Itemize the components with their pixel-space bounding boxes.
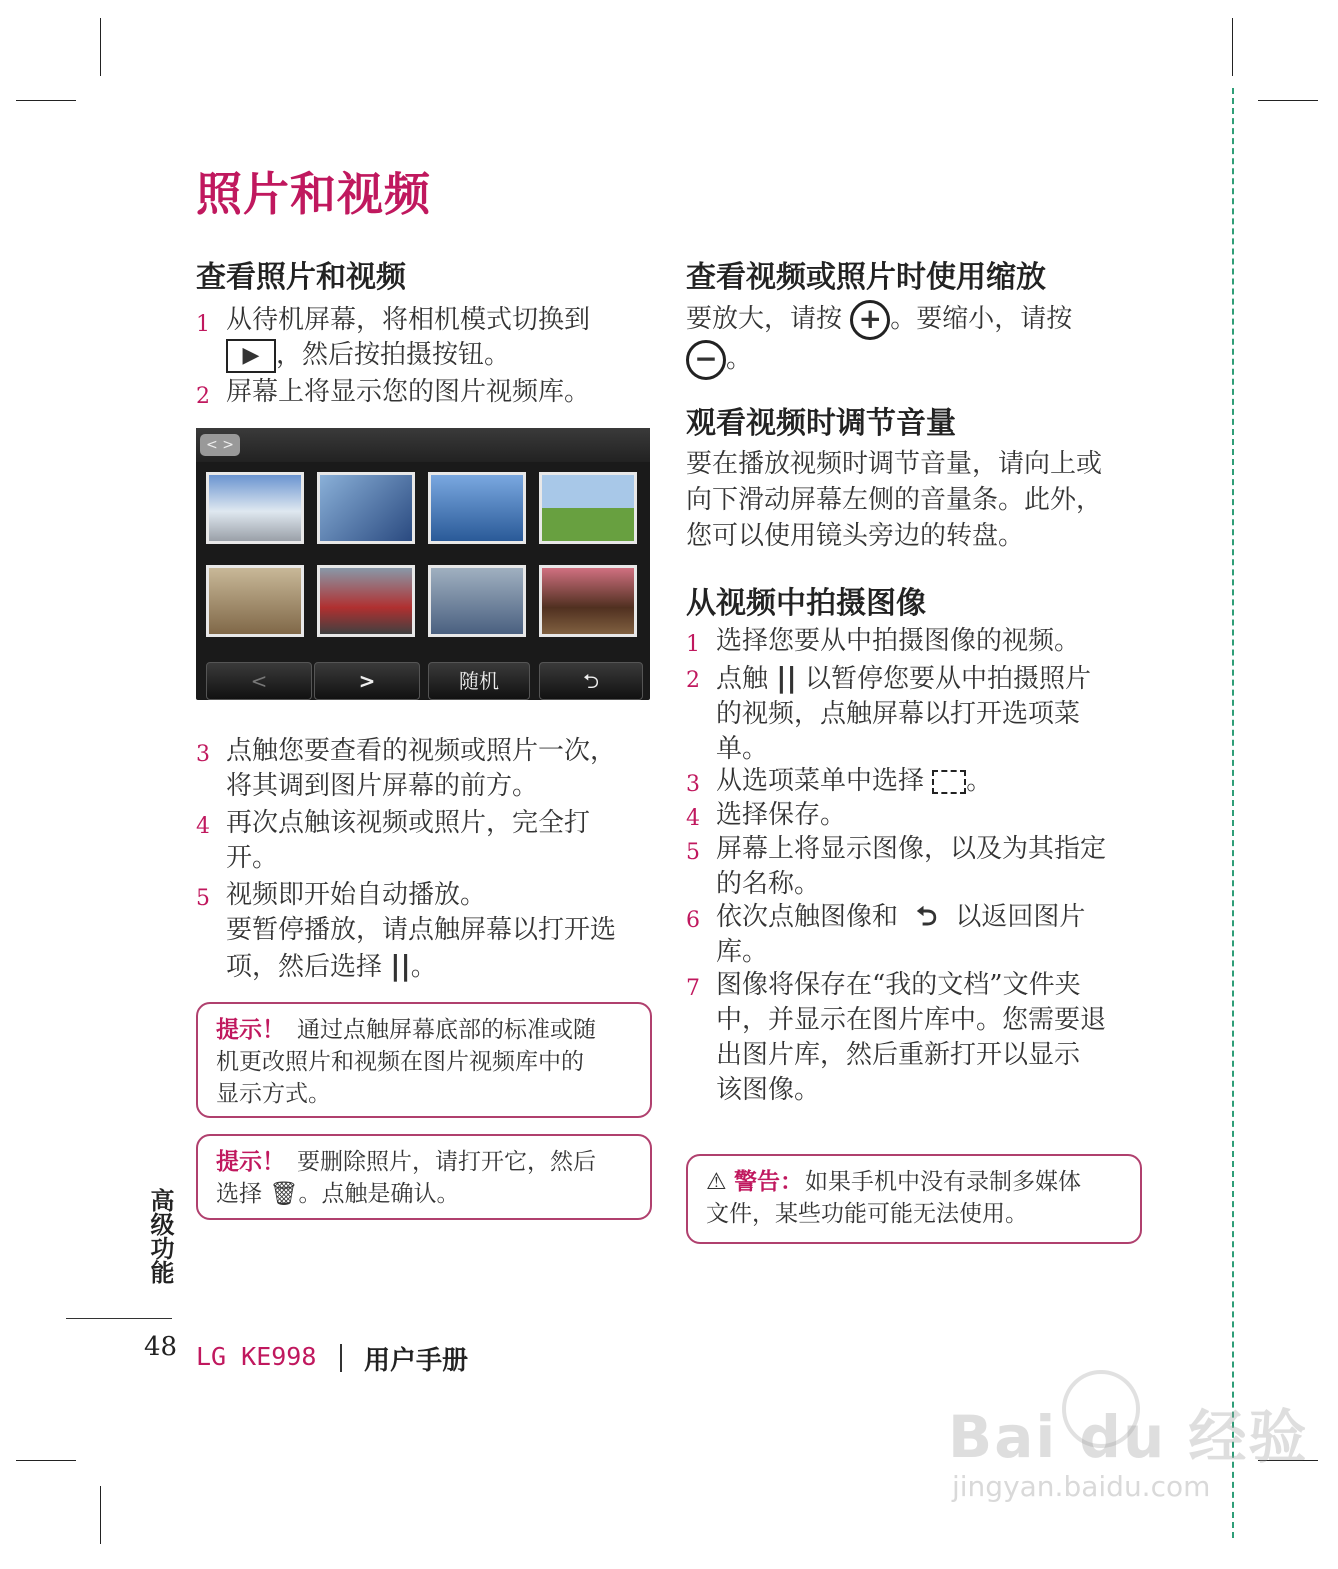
step-number: 1 xyxy=(196,312,210,337)
step-line: 屏幕上将显示图像，以及为其指定 xyxy=(716,834,1107,864)
capture-icon xyxy=(932,770,966,794)
trash-icon: 🗑 xyxy=(269,1181,299,1207)
text-line: 。要缩小，请按 xyxy=(890,304,1073,334)
section-heading: 从视频中拍摄图像 xyxy=(686,586,926,621)
zoom-in-icon: + xyxy=(850,300,890,340)
crop-mark xyxy=(16,1460,76,1461)
text-line: 。 xyxy=(726,344,753,374)
step-text xyxy=(716,764,1146,799)
step-number: 1 xyxy=(686,632,700,657)
play-icon: ▶ xyxy=(226,339,276,373)
step-text xyxy=(226,878,656,985)
step-number: 5 xyxy=(686,840,700,865)
step-text xyxy=(716,900,1146,970)
zoom-text xyxy=(686,300,1136,380)
tip-text: 通过点触屏幕底部的标准或随 xyxy=(297,1017,596,1043)
step-line: 从选项菜单中选择 xyxy=(716,766,925,796)
step-number: 6 xyxy=(686,908,700,933)
gallery-screenshot xyxy=(196,428,650,700)
step-number: 7 xyxy=(686,976,700,1001)
text-line: 要放大，请按 xyxy=(686,304,843,334)
step-line: 单。 xyxy=(716,734,769,764)
back-arrow-icon: ⮌ xyxy=(916,902,938,932)
section-heading: 查看视频或照片时使用缩放 xyxy=(686,260,1046,295)
thumbnail[interactable] xyxy=(539,472,637,544)
step-number: 2 xyxy=(196,384,210,409)
tip-label: 提示！ xyxy=(216,1016,285,1043)
back-button[interactable]: ⮌ xyxy=(539,662,643,700)
section-heading: 查看照片和视频 xyxy=(196,260,406,295)
step-text xyxy=(226,806,656,876)
step-line: 依次点触图像和 xyxy=(716,902,899,932)
thumbnail[interactable] xyxy=(428,565,526,637)
section-heading: 观看视频时调节音量 xyxy=(686,406,956,441)
pause-icon: || xyxy=(390,949,411,982)
thumbnail[interactable] xyxy=(428,472,526,544)
thumbnail[interactable] xyxy=(539,565,637,637)
warning-icon: ⚠ xyxy=(706,1169,727,1195)
step-line: 项，然后选择 xyxy=(226,952,383,982)
warning-text: 如果手机中没有录制多媒体 xyxy=(804,1169,1081,1195)
crop-mark xyxy=(1258,100,1318,101)
crop-mark xyxy=(1232,18,1233,76)
step-line: 视频即开始自动播放。 xyxy=(226,880,487,910)
footer-separator xyxy=(340,1344,342,1372)
step-line: 点触您要查看的视频或照片一次， xyxy=(226,736,617,766)
step-line: 再次点触该视频或照片，完全打 xyxy=(226,808,591,838)
thumbnail[interactable] xyxy=(317,472,415,544)
volume-text xyxy=(686,446,1146,554)
tip-text: 要删除照片，请打开它，然后 xyxy=(297,1149,596,1175)
text-line: 要在播放视频时调节音量，请向上或 xyxy=(686,449,1103,479)
next-button[interactable]: > xyxy=(314,662,420,700)
warning-label: 警告： xyxy=(733,1168,803,1195)
step-text xyxy=(716,660,1146,767)
step-text xyxy=(226,734,656,804)
step-text: 选择保存。 xyxy=(716,800,847,830)
tip-box xyxy=(196,1134,652,1220)
warning-text: 文件，某些功能可能无法使用。 xyxy=(706,1201,1028,1227)
thumbnail[interactable] xyxy=(206,472,304,544)
step-number: 4 xyxy=(196,814,210,839)
step-number: 4 xyxy=(686,806,700,831)
step-text xyxy=(716,832,1146,902)
step-number: 3 xyxy=(196,742,210,767)
step-line: 出图片库，然后重新打开以显示 xyxy=(716,1040,1081,1070)
chapter-label: 高级功能 xyxy=(146,1188,175,1284)
step-line: 的名称。 xyxy=(716,869,821,899)
thumbnail[interactable] xyxy=(206,565,304,637)
page-number: 48 xyxy=(144,1332,178,1362)
gallery-topbar xyxy=(196,428,650,462)
step-line: 开。 xyxy=(226,843,279,873)
step-number: 5 xyxy=(196,886,210,911)
footer-manual: 用户手册 xyxy=(364,1346,469,1376)
pause-icon: || xyxy=(776,661,797,694)
tip-text: 选择 xyxy=(216,1181,262,1207)
step-line: 要暂停播放，请点触屏幕以打开选 xyxy=(226,915,617,945)
thumbnail[interactable] xyxy=(317,565,415,637)
step-line: 库。 xyxy=(716,937,769,967)
crop-mark xyxy=(100,18,101,76)
step-number: 3 xyxy=(686,772,700,797)
page-title: 照片和视频 xyxy=(196,167,431,221)
footer-divider xyxy=(66,1318,172,1319)
tip-text: 显示方式。 xyxy=(216,1081,331,1107)
zoom-out-icon: − xyxy=(686,340,726,380)
step-line: 点触 xyxy=(716,664,769,694)
step-text xyxy=(226,303,646,373)
step-line: 。 xyxy=(966,766,993,796)
tip-text: 。点触是确认。 xyxy=(298,1181,460,1207)
step-line: ，然后按拍摄按钮。 xyxy=(276,340,511,370)
fold-line xyxy=(1232,88,1234,1538)
step-line: 中，并显示在图片库中。您需要退 xyxy=(716,1005,1107,1035)
step-line: 的视频，点触屏幕以打开选项菜 xyxy=(716,699,1081,729)
text-line: 您可以使用镜头旁边的转盘。 xyxy=(686,521,1025,551)
step-line: 将其调到图片屏幕的前方。 xyxy=(226,771,539,801)
footer-model: LG KE998 xyxy=(196,1342,317,1371)
crop-mark xyxy=(100,1486,101,1544)
crop-mark xyxy=(16,100,76,101)
random-button[interactable]: 随机 xyxy=(428,662,530,700)
step-line: 图像将保存在“我的文档”文件夹 xyxy=(716,970,1081,1000)
warning-box xyxy=(686,1154,1142,1244)
tip-box xyxy=(196,1002,652,1118)
step-text: 屏幕上将显示您的图片视频库。 xyxy=(226,377,591,407)
watermark-brand: Bai du 经验 xyxy=(948,1403,1309,1471)
step-line: 该图像。 xyxy=(716,1075,821,1105)
step-line: 以返回图片 xyxy=(955,902,1086,932)
tip-label: 提示！ xyxy=(216,1148,285,1175)
step-line: 从待机屏幕，将相机模式切换到 xyxy=(226,305,591,335)
step-text: 选择您要从中拍摄图像的视频。 xyxy=(716,626,1081,656)
step-line: 以暂停您要从中拍摄照片 xyxy=(805,664,1092,694)
step-number: 2 xyxy=(686,668,700,693)
text-line: 向下滑动屏幕左侧的音量条。此外， xyxy=(686,485,1103,515)
nav-arrows-icon[interactable]: < > xyxy=(200,434,240,456)
step-line: 。 xyxy=(410,952,437,982)
watermark-url: jingyan.baidu.com xyxy=(952,1470,1211,1503)
step-text xyxy=(716,968,1146,1108)
prev-button[interactable]: < xyxy=(206,662,312,700)
tip-text: 机更改照片和视频在图片视频库中的 xyxy=(216,1049,584,1075)
